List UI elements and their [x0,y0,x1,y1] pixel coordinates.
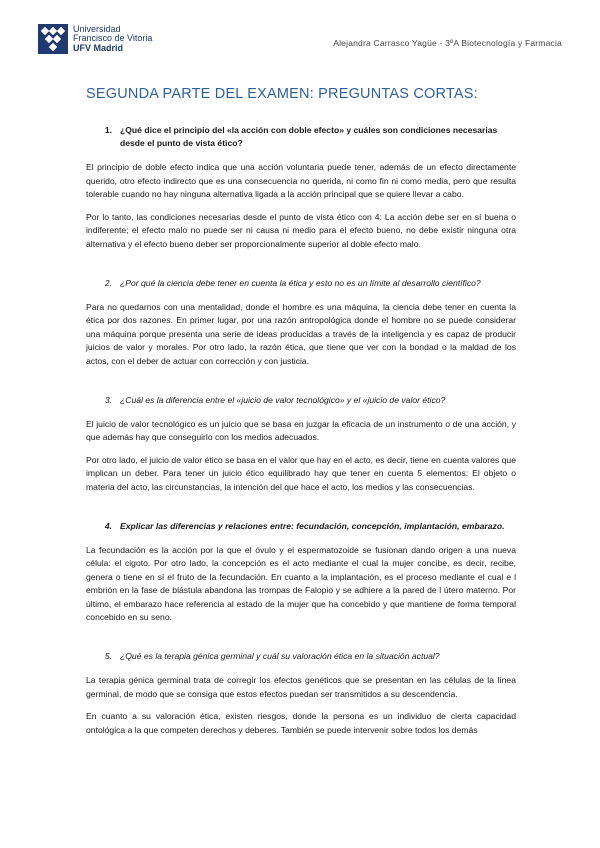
question-number: 2. [104,277,112,288]
answer-paragraph: El principio de doble efecto indica que una acción voluntaria puede tener, además de un efecto directamente querido, otro efecto indirecto que es una consecuencia no querida, ni como fin ni como media, pero que resulta tolerable cuando no hay ninguna alternativa ligada a la acción principal que se quiere llevar a cabo. [86,162,516,200]
question-4 [86,520,516,533]
question-number: 4. [104,520,112,531]
question-1 [86,124,516,150]
question-number: 5. [104,651,112,662]
question-text: ¿Qué dice el principio del «la acción con doble efecto» y cuáles son condiciones necesarias desde el punto de vista ético? [120,125,498,148]
answer-paragraph: La terapia génica germinal trata de corregir los efectos genéticos que se presentan en las células de la línea germinal, de modo que se consiga que estos efectos puedan ser transmitidos a su descendencia. [86,675,516,699]
question-text: ¿Qué es la terapia génica germinal y cuál su valoración ética en la situación actual? [120,651,440,662]
logo-line-2: Francisco de Vitoria [73,33,153,44]
question-number: 3. [104,394,112,405]
answer-paragraph: Por lo tanto, las condiciones necesarias desde el punto de vista ético con 4: La acción debe ser en sí buena o indiferente; el efecto malo no puede ser ni causa ni medio para el efecto bueno, no debe existir ninguna otra alternativa y el efecto bueno deber ser proporcionalmente superior al doble efecto malo. [86,211,516,249]
logo-line-1: Universidad [73,23,121,34]
page-title: SEGUNDA PARTE DEL EXAMEN: PREGUNTAS CORTAS: [86,86,478,102]
university-logo [38,24,152,54]
question-text: ¿Por qué la ciencia debe tener en cuenta la ética y esto no es un límite al desarrollo científico? [120,277,481,288]
question-5 [86,650,516,663]
answer-paragraph: En cuanto a su valoración ética, existen riesgos, donde la persona es un individuo de cierta capacidad ontológica a la que competen derechos y deberes. También se puede intervenir sobre todos los demás [86,711,516,735]
question-3 [86,394,516,407]
answer-paragraph: Para no quedarnos con una mentalidad, donde el hombre es una máquina, la ciencia debe tener en cuenta la ética por dos razones. En primer lugar, por una razón antropológica donde el hombre no se puede considerar una máquina porque presenta una serie de ideas producidas a través de la inteligencia y es capaz de producir juicios de valor y morales. Por otro lado, la razón ética, que tiene que ver con la bondad o la maldad de los actos, con el deber de actuar con corrección y con justicia. [86,301,516,366]
answer-paragraph: La fecundación es la acción por la que el óvulo y el espermatozoide se fusionan dando origen a una nueva célula: el cigoto. Por otro lado, la concepción es el acto mediante el cual la mujer concibe, es decir, recibe, genera o tiene en sí el fruto de la fecundación. En cuanto a la implantación, es el proceso mediante el cual e l embrión en la fase de blástula abandona las trompas de Falopio y se adhiere a la pared de l útero materno. Por último, el embarazo hace referencia al estado de la mujer que ha concebido y que mantiene de forma temporal concebido en su seno. [86,544,516,623]
page-header [38,24,562,64]
question-2 [86,277,516,290]
question-text: Explicar las diferencias y relaciones entre: fecundación, concepción, implantación, embarazo. [120,520,505,531]
author-line: Alejandra Carrasco Yagüe - 3ºA Biotecnología y Farmacia [333,38,562,48]
document-body [86,124,516,746]
answer-paragraph: Por otro lado, el juicio de valor ético se basa en el valor que hay en el acto, es decir, tiene en cuenta valores que implican un deber. Para tener un juicio ético equilibrado hay que tener en cuenta 5 elementos: El objeto o materia del acto, las circunstancias, la intención del que hace el acto, los medios y las consecuencias. [86,454,516,492]
answer-paragraph: El juicio de valor tecnológico es un juicio que se basa en juzgar la eficacia de un instrumento o de una acción, y que además hay que conseguirlo con los medios adecuados. [86,418,516,443]
logo-line-3: UFV Madrid [73,42,124,53]
question-text: ¿Cuál es la diferencia entre el «juicio de valor tecnológico» y el «juicio de valor ético? [120,394,446,405]
question-number: 1. [104,125,112,135]
ufv-emblem-icon [38,24,68,54]
logo-wordmark [73,25,152,54]
